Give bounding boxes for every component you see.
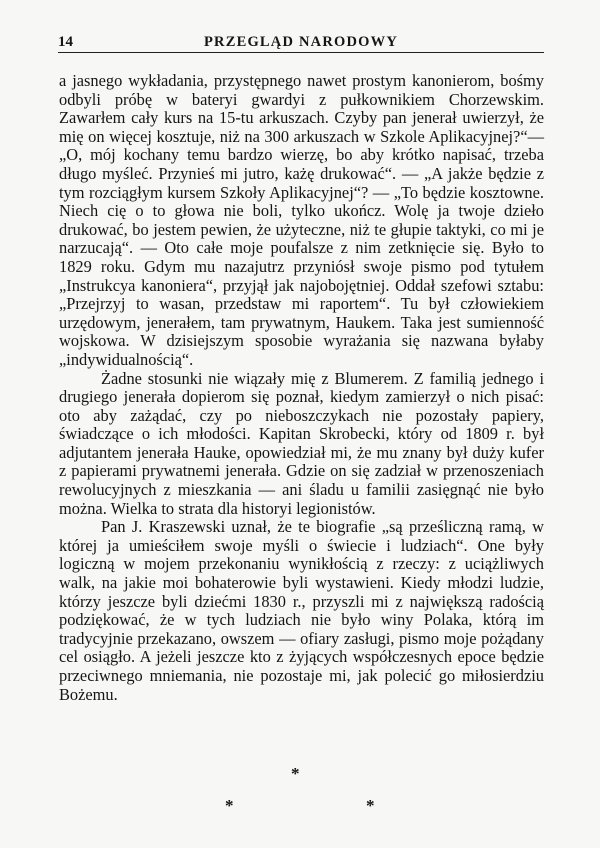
page-number: 14 [58, 34, 73, 50]
asterism-star: * [225, 796, 234, 815]
page-header [58, 34, 544, 53]
body-text [59, 72, 544, 704]
paragraph: Pan J. Kraszewski uznał, że te biografie „są prześliczną ramą, w której ja umieściłem swoje myśli o świecie i ludziach“. One były logiczną w mojem przekonaniu wynikłością z rzeczy: z uciążliwych walk, na jakie moi bohaterowie byli wystawieni. Kiedy młodzi ludzie, którzy jeszcze byli dziećmi 1830 r., przyszli mi z największą radością podziękować, że w tych ludziach nie było winy Polaka, którą im tradycyjnie przekazano, owszem — ofiary zasługi, pismo moje pożądany cel osiągło. A jeżeli jeszcze kto z żyjących współczesnych epoce będzie przeciwnego mniemania, nie pozostaje mi, jak polecić go miłosierdziu Bożemu. [59, 517, 544, 704]
running-title: PRZEGLĄD NARODOWY [203, 34, 398, 50]
asterism-star: * [291, 764, 300, 783]
asterism-star: * [366, 796, 375, 815]
paragraph: a jasnego wykładania, przystępnego nawet prostym kanonierom, bośmy odbyli próbę w bateryi gwardyi z pułkownikiem Chorzewskim. Zawarłem cały kurs na 15-tu arkuszach. Czyby pan jenerał uwierzył, że mię on więcej kosztuje, niż na 300 arkuszach w Szkole Aplikacyjnej?“—„O, mój kochany temu bardzo wierzę, bo aby krótko napisać, trzeba długo myśleć. Przynieś mi jutro, każę drukować“. — „A jakże będzie z tym rozciągłym kursem Szkoły Aplikacyjnej“? — „To będzie kosztowne. Niech cię o to głowa nie boli, tylko ukończ. Wolę ja twoje dzieło drukować, bo jestem pewien, że użyteczne, niż te głupie taktyki, co mi je narzucają“. — Oto całe moje poufalsze z nim zetknięcie się. Było to 1829 roku. Gdym mu nazajutrz przyniósł swoje pismo pod tytułem „Instrukcya kanoniera“, przyjął jak najobojętniej. Oddał szefowi sztabu: „Przejrzyj to wasan, przedstaw mi raportem“. Tu był człowiekiem urzędowym, jenerałem, tam prywatnym, Haukem. Taka jest sumienność wojskowa. W dzisiejszym sposobie wyrażania się nazwana byłaby „indywidualnością“. [59, 71, 544, 369]
paragraph: Żadne stosunki nie wiązały mię z Blumerem. Z familią jednego i drugiego jenerała dopierom się poznał, kiedym zamierzył o nich pisać: oto aby zażądać, czy po nieboszczykach nie pozostały papiery, świadczące o ich młodości. Kapitan Skrobecki, który od 1809 r. był adjutantem jenerała Hauke, opowiedział mi, że mu znany był duży kufer z papierami prywatnemi jenerała. Gdzie on się zadział w przenoszeniach rewolucyjnych z mieszkania — ani śladu u familii zasięgnąć nie było można. Wielka to strata dla historyi legionistów. [59, 368, 544, 518]
